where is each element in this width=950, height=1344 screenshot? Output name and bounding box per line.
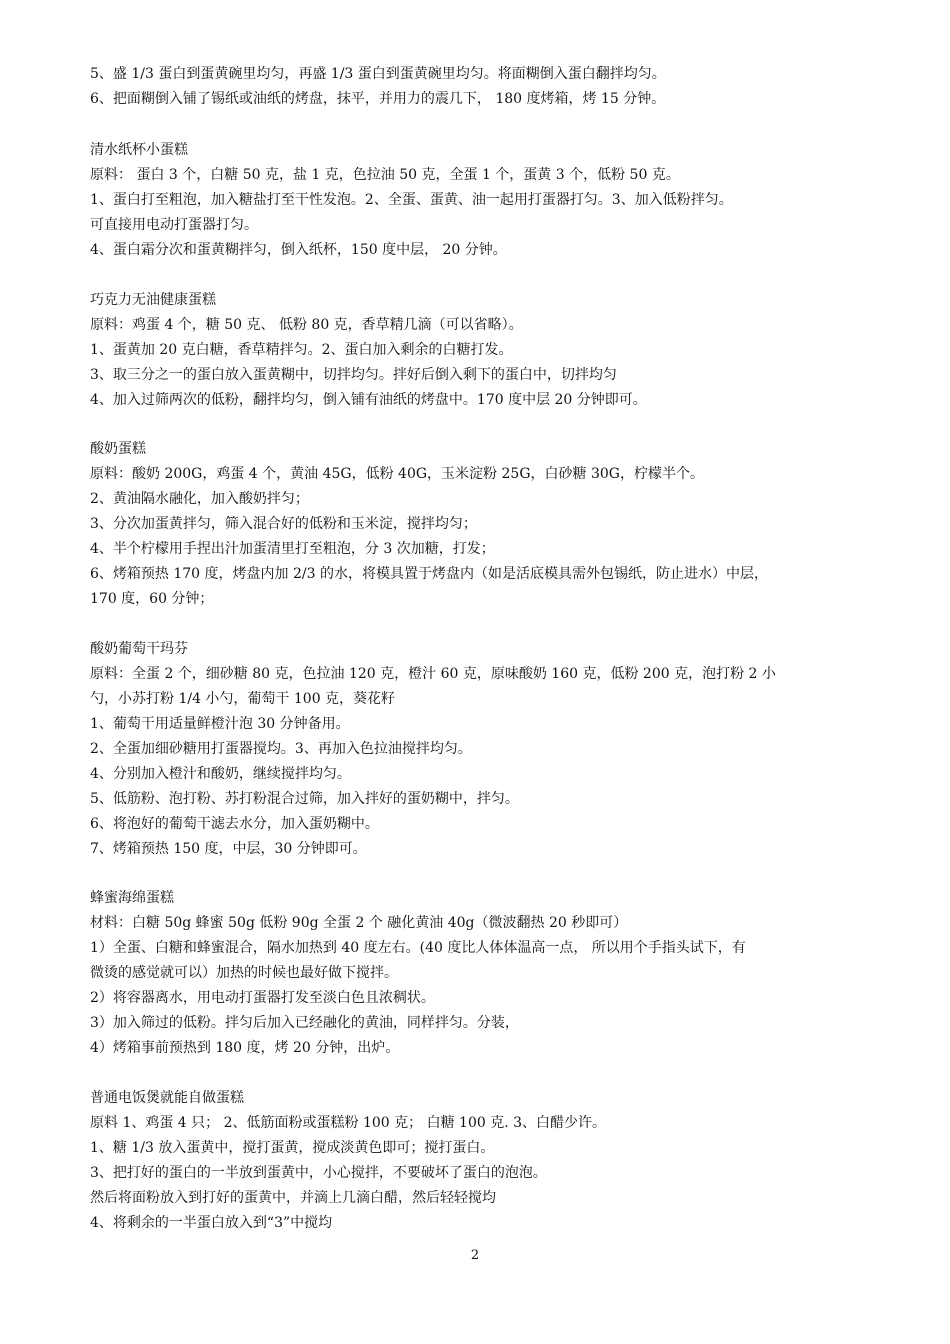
recipe-line: 然后将面粉放入到打好的蛋黄中，并滴上几滴白醋，然后轻轻搅均	[90, 1189, 496, 1206]
recipe-line: 4、将剩余的一半蛋白放入到“3”中搅均	[90, 1214, 333, 1231]
recipe-line: 5、盛 1/3 蛋白到蛋黄碗里均匀，再盛 1/3 蛋白到蛋黄碗里均匀。将面糊倒入蛋白翻拌均匀。	[90, 66, 666, 82]
recipe-line: 1、蛋黄加 20 克白糖，香草精拌匀。2、蛋白加入剩余的白糖打发。	[90, 341, 513, 358]
recipe-section	[90, 637, 865, 862]
recipe-line: 6、把面糊倒入铺了锡纸或油纸的烤盘，抹平，并用力的震几下， 180 度烤箱，烤 15 分钟。	[90, 91, 666, 107]
recipe-line: 原料：全蛋 2 个，细砂糖 80 克，色拉油 120 克，橙汁 60 克，原味酸奶 160 克，低粉 200 克，泡打粉 2 小	[90, 665, 776, 682]
page-number: 2	[470, 1248, 480, 1263]
recipe-line: 1、蛋白打至粗泡，加入糖盐打至干性发泡。2、全蛋、蛋黄、油一起用打蛋器打匀。3、加入低粉拌匀。	[90, 192, 733, 208]
recipe-line: 2）将容器离水，用电动打蛋器打发至淡白色且浓稠状。	[90, 990, 435, 1006]
recipe-line: 4）烤箱事前预热到 180 度，烤 20 分钟，出炉。	[90, 1040, 400, 1056]
recipe-line: 1）全蛋、白糖和蜂蜜混合，隔水加热到 40 度左右。(40 度比人体体温高一点， 所以用个手指头试下，有	[90, 940, 746, 956]
recipe-line: 6、将泡好的葡萄干滤去水分，加入蛋奶糊中。	[90, 815, 379, 832]
recipe-line: 勺，小苏打粉 1/4 小勺，葡萄干 100 克，葵花籽	[90, 690, 396, 707]
recipe-line: 1、葡萄干用适量鲜橙汁泡 30 分钟备用。	[90, 715, 350, 732]
recipe-line: 3）加入筛过的低粉。拌匀后加入已经融化的黄油，同样拌匀。分装，	[90, 1015, 519, 1031]
recipe-line: 原料：酸奶 200G，鸡蛋 4 个，黄油 45G，低粉 40G，玉米淀粉 25G，白砂糖 30G，柠檬半个。	[90, 466, 704, 482]
recipe-section	[90, 138, 865, 263]
recipe-line: 170 度，60 分钟；	[90, 591, 214, 607]
recipe-title: 巧克力无油健康蛋糕	[90, 291, 216, 308]
recipe-line: 7、烤箱预热 150 度，中层，30 分钟即可。	[90, 840, 367, 857]
recipe-title: 清水纸杯小蛋糕	[90, 142, 188, 158]
recipe-line: 微烫的感觉就可以）加热的时候也最好做下搅拌。	[90, 965, 398, 981]
recipe-line: 4、半个柠檬用手捏出汁加蛋清里打至粗泡，分 3 次加糖，打发；	[90, 541, 495, 557]
recipe-title: 蜂蜜海绵蛋糕	[90, 890, 174, 906]
recipe-line: 4、分别加入橙汁和酸奶，继续搅拌均匀。	[90, 765, 351, 782]
recipe-line: 原料：鸡蛋 4 个，糖 50 克、 低粉 80 克，香草精几滴（可以省略）。	[90, 316, 523, 333]
recipe-section	[90, 437, 865, 612]
recipe-section	[90, 62, 865, 112]
recipe-line: 原料 1、鸡蛋 4 只； 2、低筋面粉或蛋糕粉 100 克； 白糖 100 克. 3、白醋少许。	[90, 1114, 607, 1131]
document-body	[90, 62, 865, 1260]
recipe-line: 材料：白糖 50g 蜂蜜 50g 低粉 90g 全蛋 2 个 融化黄油 40g（微波翻热 20 秒即可）	[90, 915, 628, 931]
recipe-line: 原料： 蛋白 3 个，白糖 50 克，盐 1 克，色拉油 50 克，全蛋 1 个，蛋黄 3 个，低粉 50 克。	[90, 167, 680, 183]
recipe-title: 普通电饭煲就能自做蛋糕	[90, 1089, 244, 1106]
recipe-line: 2、黄油隔水融化，加入酸奶拌匀；	[90, 491, 309, 507]
recipe-title: 酸奶蛋糕	[90, 441, 146, 457]
recipe-section	[90, 1086, 865, 1236]
recipe-title: 酸奶葡萄干玛芬	[90, 640, 188, 657]
recipe-line: 3、分次加蛋黄拌匀，筛入混合好的低粉和玉米淀，搅拌均匀；	[90, 516, 477, 532]
recipe-line: 1、糖 1/3 放入蛋黄中，搅打蛋黄，搅成淡黄色即可；搅打蛋白。	[90, 1139, 495, 1156]
recipe-line: 2、全蛋加细砂糖用打蛋器搅均。3、再加入色拉油搅拌均匀。	[90, 740, 472, 757]
recipe-section	[90, 288, 865, 413]
recipe-line: 5、低筋粉、泡打粉、苏打粉混合过筛，加入拌好的蛋奶糊中，拌匀。	[90, 790, 519, 807]
recipe-section	[90, 886, 865, 1061]
recipe-line: 6、烤箱预热 170 度，烤盘内加 2/3 的水，将模具置于烤盘内（如是活底模具需外包锡纸，防止进水）中层，	[90, 566, 768, 582]
recipe-line: 3、把打好的蛋白的一半放到蛋黄中，小心搅拌，不要破坏了蛋白的泡泡。	[90, 1164, 547, 1181]
recipe-line: 3、取三分之一的蛋白放入蛋黄糊中，切拌均匀。拌好后倒入剩下的蛋白中，切拌均匀	[90, 366, 617, 383]
recipe-line: 4、蛋白霜分次和蛋黄糊拌匀，倒入纸杯，150 度中层， 20 分钟。	[90, 242, 507, 258]
recipe-line: 可直接用电动打蛋器打匀。	[90, 217, 258, 233]
recipe-line: 4、加入过筛两次的低粉，翻拌均匀，倒入铺有油纸的烤盘中。170 度中层 20 分钟即可。	[90, 391, 647, 408]
